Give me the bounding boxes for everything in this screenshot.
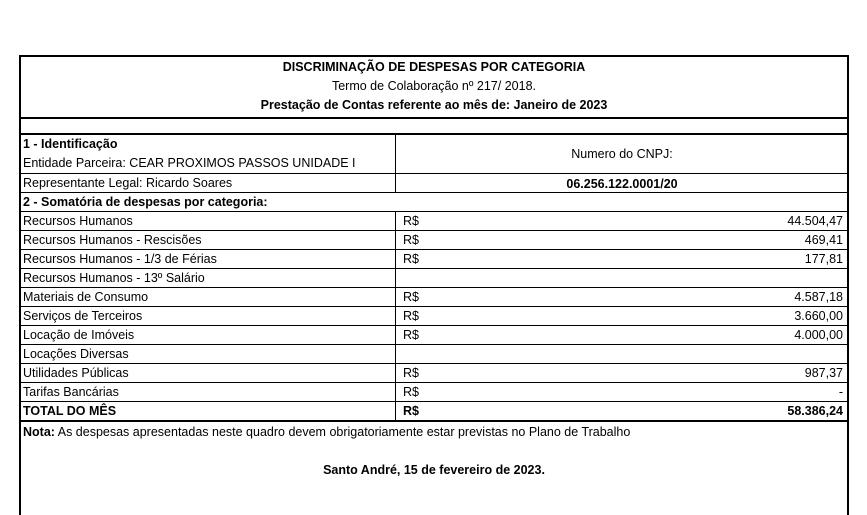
place-and-date: Santo André, 15 de fevereiro de 2023. <box>323 463 545 477</box>
expense-label: Serviços de Terceiros <box>23 309 143 323</box>
expense-row <box>21 383 847 402</box>
expense-label: Materiais de Consumo <box>23 290 149 304</box>
expense-label: Recursos Humanos - 13º Salário <box>23 271 205 285</box>
expense-currency: R$ <box>403 366 419 380</box>
expense-label: Locações Diversas <box>23 347 129 361</box>
identification-section-title: 1 - Identificação <box>23 137 118 151</box>
expense-value: 469,41 <box>804 233 843 247</box>
note-text: As despesas apresentadas neste quadro devem obrigatoriamente estar previstas no Plano de Trabalho <box>54 425 631 439</box>
expense-value: 4.587,18 <box>794 290 843 304</box>
cnpj-value: 06.256.122.0001/20 <box>566 177 678 191</box>
report-period: Prestação de Contas referente ao mês de: Janeiro de 2023 <box>260 98 608 112</box>
expense-row <box>21 345 847 364</box>
expense-currency: R$ <box>403 309 419 323</box>
expenses-section-title: 2 - Somatória de despesas por categoria: <box>23 195 268 209</box>
expense-row <box>21 307 847 326</box>
identification-bottom-border <box>21 192 847 193</box>
report-title: DISCRIMINAÇÃO DE DESPESAS POR CATEGORIA <box>282 60 586 74</box>
expense-currency: R$ <box>403 328 419 342</box>
legal-representative: Representante Legal: Ricardo Soares <box>23 176 233 190</box>
expenses-column-divider <box>395 212 396 422</box>
expense-label: Locação de Imóveis <box>23 328 135 342</box>
note-label: Nota: <box>23 425 55 439</box>
expense-label: Utilidades Públicas <box>23 366 129 380</box>
identification-divider <box>21 173 847 174</box>
report-subtitle: Termo de Colaboração nº 217/ 2018. <box>331 79 536 93</box>
expense-row <box>21 364 847 383</box>
identification-top-border <box>21 133 847 135</box>
total-currency: R$ <box>403 404 419 418</box>
expense-value: 3.660,00 <box>794 309 843 323</box>
expense-row <box>21 269 847 288</box>
expense-label: Recursos Humanos <box>23 214 133 228</box>
expense-currency: R$ <box>403 233 419 247</box>
entity-label: Entidade Parceira: CEAR PROXIMOS PASSOS UNIDADE I <box>23 156 356 170</box>
expense-currency: R$ <box>403 214 419 228</box>
cnpj-label: Numero do CNPJ: <box>571 147 673 161</box>
identification-column-divider <box>395 133 396 192</box>
expense-row <box>21 212 847 231</box>
expense-label: Tarifas Bancárias <box>23 385 119 399</box>
expense-row <box>21 250 847 269</box>
header-divider <box>21 117 847 119</box>
total-label: TOTAL DO MÊS <box>23 404 117 418</box>
expense-row <box>21 288 847 307</box>
expense-value: 987,37 <box>804 366 843 380</box>
expense-currency: R$ <box>403 252 419 266</box>
expense-currency: R$ <box>403 290 419 304</box>
expense-currency: R$ <box>403 385 419 399</box>
expense-row <box>21 231 847 250</box>
expense-label: Recursos Humanos - 1/3 de Férias <box>23 252 217 266</box>
note <box>23 425 630 439</box>
expense-value: - <box>838 385 843 399</box>
expense-row <box>21 326 847 345</box>
expense-report-sheet <box>19 55 849 515</box>
expense-value: 177,81 <box>804 252 843 266</box>
expense-value: 4.000,00 <box>794 328 843 342</box>
total-value: 58.386,24 <box>787 404 843 418</box>
expense-value: 44.504,47 <box>787 214 843 228</box>
total-row <box>21 402 847 422</box>
expense-label: Recursos Humanos - Rescisões <box>23 233 202 247</box>
